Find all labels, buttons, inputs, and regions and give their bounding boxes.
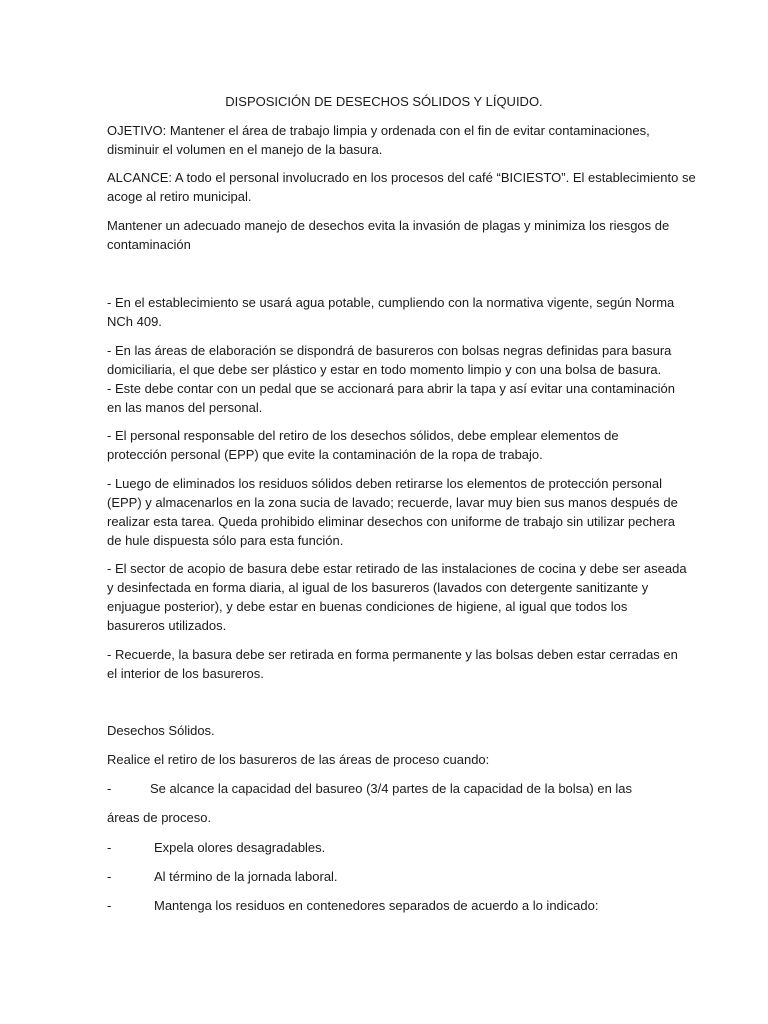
paragraph-line: - Luego de eliminados los residuos sólidos deben retirarse los elementos de protección personal [107, 476, 662, 491]
paragraph-line: ALCANCE: A todo el personal involucrado en los procesos del café “BICIESTO”. El establecimiento se [107, 170, 696, 185]
paragraph-line: - El sector de acopio de basura debe estar retirado de las instalaciones de cocina y debe ser aseada [107, 561, 687, 576]
sector-paragraph [107, 559, 687, 635]
personal-paragraph [107, 426, 667, 464]
realice-paragraph [107, 750, 667, 769]
list-dash: - [107, 781, 112, 796]
list-dash: - [107, 898, 112, 913]
list-text: áreas de proceso. [107, 810, 212, 825]
list-text: Se alcance la capacidad del basureo (3/4 partes de la capacidad de la bolsa) en las [150, 781, 633, 796]
paragraph-line: domiciliaria, el que debe ser plástico y estar en todo momento limpio y con una bolsa de basura. [107, 362, 662, 377]
objetivo-paragraph [107, 121, 667, 159]
luego-paragraph [107, 474, 678, 550]
intro-paragraph [107, 216, 670, 254]
list-text: Al término de la jornada laboral. [154, 869, 338, 884]
paragraph-line: - En el establecimiento se usará agua potable, cumpliendo con la normativa vigente, según Norma [107, 295, 675, 310]
paragraph-line: protección personal (EPP) que evite la contaminación de la ropa de trabajo. [107, 447, 543, 462]
paragraph-line: enjuague posterior), y debe estar en buenas condiciones de higiene, al igual que todos los [107, 599, 628, 614]
alcance-paragraph [107, 168, 696, 206]
list-text: Expela olores desagradables. [154, 840, 326, 855]
list-text: Mantenga los residuos en contenedores separados de acuerdo a lo indicado: [154, 898, 599, 913]
desechos-solidos-heading [107, 721, 667, 740]
list-dash: - [107, 869, 112, 884]
paragraph-line: acoge al retiro municipal. [107, 189, 252, 204]
paragraph-line: en las manos del personal. [107, 400, 263, 415]
paragraph-line: - Recuerde, la basura debe ser retirada en forma permanente y las bolsas deben estar cerradas en [107, 647, 678, 662]
list-dash: - [107, 840, 112, 855]
recuerde-paragraph [107, 645, 678, 683]
paragraph-line: - El personal responsable del retiro de los desechos sólidos, debe emplear elementos de [107, 428, 619, 443]
paragraph-line: Mantener un adecuado manejo de desechos evita la invasión de plagas y minimiza los riesgos de [107, 218, 670, 233]
agua-paragraph [107, 293, 675, 331]
heading-line: Desechos Sólidos. [107, 723, 215, 738]
paragraph-line: - Este debe contar con un pedal que se accionará para abrir la tapa y así evitar una contaminación [107, 381, 676, 396]
paragraph-line: realizar esta tarea. Queda prohibido eliminar desechos con uniforme de trabajo sin utilizar pechera [107, 514, 675, 529]
paragraph-line: de hule dispuesta sólo para esta función. [107, 533, 344, 548]
document-title: DISPOSICIÓN DE DESECHOS SÓLIDOS Y LÍQUIDO. [225, 94, 543, 109]
paragraph-line: basureros utilizados. [107, 618, 227, 633]
paragraph-line: OJETIVO: Mantener el área de trabajo limpia y ordenada con el fin de evitar contaminaciones, [107, 123, 650, 138]
paragraph-line: disminuir el volumen en el manejo de la basura. [107, 142, 383, 157]
paragraph-line: Realice el retiro de los basureros de las áreas de proceso cuando: [107, 752, 490, 767]
areas-paragraph [107, 341, 676, 417]
paragraph-line: NCh 409. [107, 314, 162, 329]
paragraph-line: y desinfectada en forma diaria, al igual de los basureros (lavados con detergente sanitizante y [107, 580, 649, 595]
paragraph-line: - En las áreas de elaboración se dispondrá de basureros con bolsas negras definidas para basura [107, 343, 672, 358]
paragraph-line: contaminación [107, 237, 191, 252]
paragraph-line: el interior de los basureros. [107, 666, 264, 681]
paragraph-line: (EPP) y almacenarlos en la zona sucia de lavado; recuerde, lavar muy bien sus manos después de [107, 495, 678, 510]
